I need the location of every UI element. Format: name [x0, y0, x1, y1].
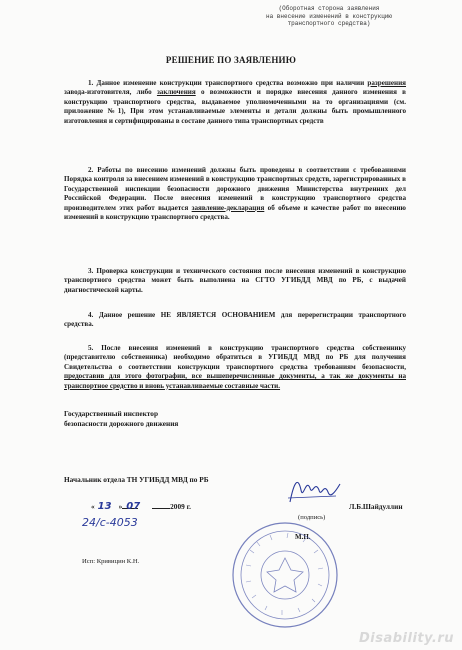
executor: Исп: Кривицин К.Н.	[82, 558, 140, 565]
stamp-label: М.П.	[295, 533, 311, 541]
paragraph-1	[64, 79, 406, 126]
p1-text: завода-изготовителя, либо	[64, 88, 157, 97]
p2-underlined-declaration: заявление-декларация	[191, 203, 265, 212]
p1-text: 1. Данное изменение конструкции транспортного средства возможно при наличии	[88, 79, 368, 87]
document-title: РЕШЕНИЕ ПО ЗАЯВЛЕНИЮ	[165, 55, 297, 65]
paragraph-4: 4. Данное решение НЕ ЯВЛЯЕТСЯ ОСНОВАНИЕМ для перерегистрации транспортного средства.	[64, 311, 406, 329]
date-line	[91, 502, 191, 512]
paragraph-5	[64, 344, 406, 391]
date-day: 13	[97, 501, 112, 512]
date-quote-open: «	[91, 502, 95, 511]
p5-text: 5. После внесения изменений в конструкцию транспортного средства собственнику (представителю собственника) необходимо обратиться в УГИБДД МВД по РБ для получения Свидетельства о соответствии конструкции транспортного средства требованиям безопасности,	[64, 344, 406, 371]
p1-text: о возможности и порядке внесения данного изменения в конструкцию транспортного средства, выдаваемое уполномоченными на то организациями (см. приложение №1), При этом устанавливаемые элементы и детали должны быть промышленного изготовления и сертифицированы в составе данного типа транспортных средств	[64, 88, 406, 125]
handwritten-signature	[286, 472, 342, 508]
date-year: 2009 г.	[170, 502, 191, 511]
header-note-line: (Оборотная сторона заявления	[278, 5, 380, 12]
header-note-line: на внесение изменений в конструкцию	[265, 12, 393, 20]
date-quote-close: »	[118, 502, 123, 511]
chief-title: Начальник отдела ТН УГИБДД МВД по РБ	[64, 475, 209, 484]
inspector-title: Государственный инспектор	[64, 409, 159, 418]
inspector-block	[64, 409, 178, 429]
p2-text: об объеме и качестве работ по внесению изменений в конструкцию транспортного средства.	[64, 203, 406, 222]
p5-underlined-documents: предоставив для этого фотографии, все вышеперечисленные документы, а так же документы на транспортное средство и вновь устанавливаемые составные части.	[64, 372, 406, 390]
date-month: 07	[126, 501, 141, 512]
p1-underlined-permission: разрешения	[367, 79, 406, 87]
paragraph-2	[64, 166, 406, 222]
inspector-subtitle: безопасности дорожного движения	[64, 419, 179, 428]
signature-label: (подпись)	[298, 514, 326, 521]
p2-text: 2. Работы по внесению изменений должны быть проведены в соответствии с требованиями Порядка контроля за внесением изменений в конструкцию транспортных средств, зарегистрированных в Государственной инспекции безопасности дорожного движения Министерства внутренних дел Российской Федерации. После внесения изменений в конструкцию транспортного средства производителем этих работ выдается	[64, 166, 406, 212]
signer-name: Л.Б.Шайдуллин	[349, 502, 403, 511]
header-note	[254, 5, 404, 28]
registration-number: 24/с-4053	[82, 516, 138, 529]
watermark: Disability.ru	[358, 631, 454, 646]
official-stamp	[230, 520, 340, 630]
paragraph-3: 3. Проверка конструкции и технического состояния после внесения изменений в конструкцию транспортного средства может быть выполнена на СГТО УГИБДД МВД по РБ, с выдачей диагностической карты.	[64, 267, 406, 294]
p1-underlined-conclusion: заключения	[156, 88, 196, 97]
header-note-line: транспортного средства)	[287, 20, 371, 27]
